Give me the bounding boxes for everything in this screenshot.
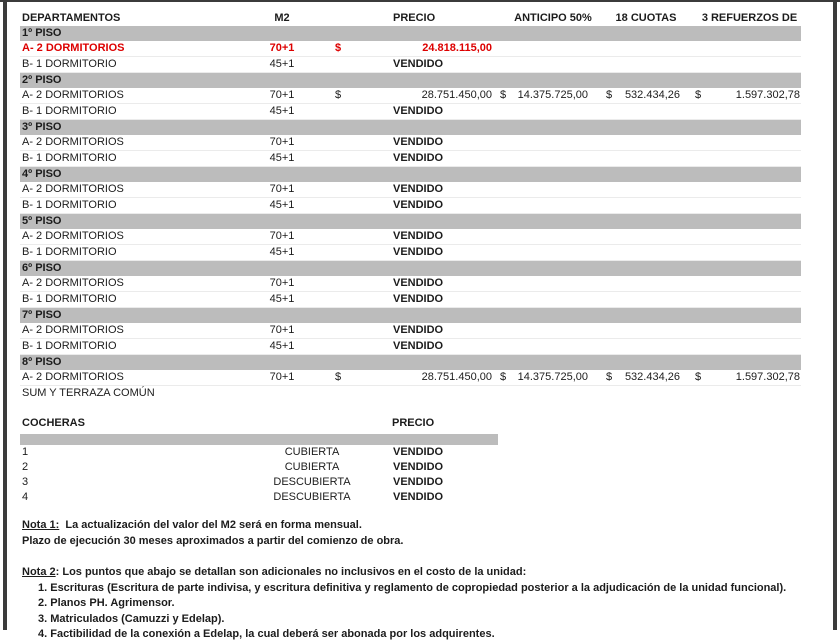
floor-band-row xyxy=(20,120,801,136)
currency-symbol xyxy=(312,292,348,308)
unit-name-cell: A- 2 DORMITORIOS xyxy=(20,41,252,57)
unit-m2-cell: 70+1 xyxy=(252,135,312,151)
cochera-type-cell: DESCUBIERTA xyxy=(273,491,351,503)
floor-band-row xyxy=(20,355,801,371)
cocheras-band xyxy=(20,433,498,446)
currency-symbol xyxy=(592,104,608,120)
currency-symbol xyxy=(592,245,608,261)
anticipo-cell xyxy=(514,339,592,355)
cochera-type-cell: CUBIERTA xyxy=(284,446,340,458)
anticipo-cell xyxy=(514,323,592,339)
unit-row xyxy=(20,41,801,57)
unit-m2-cell: 70+1 xyxy=(252,229,312,245)
currency-symbol xyxy=(684,151,698,167)
currency-symbol xyxy=(312,339,348,355)
unit-row xyxy=(20,245,801,261)
status-cell: VENDIDO xyxy=(348,57,496,73)
currency-symbol xyxy=(684,182,698,198)
unit-row xyxy=(20,198,801,214)
header-spacer xyxy=(496,11,514,26)
floor-band-label: 3º PISO xyxy=(20,120,801,136)
unit-row xyxy=(20,135,801,151)
cuotas-cell xyxy=(608,41,684,57)
refuerzos-cell xyxy=(698,245,801,261)
currency-symbol xyxy=(312,57,348,73)
currency-symbol: $ xyxy=(684,88,698,104)
cochera-type-cell: CUBIERTA xyxy=(284,461,340,473)
currency-symbol: $ xyxy=(312,88,348,104)
cuotas-cell xyxy=(608,276,684,292)
cuotas-cell xyxy=(608,198,684,214)
header-departamentos: DEPARTAMENTOS xyxy=(22,12,121,24)
currency-symbol xyxy=(684,41,698,57)
note-item: 2. Planos PH. Agrimensor. xyxy=(38,597,175,609)
refuerzos-cell xyxy=(698,182,801,198)
page-top-border xyxy=(0,0,840,2)
currency-symbol xyxy=(496,135,514,151)
cochera-number-cell: 1 xyxy=(22,446,29,458)
unit-name-cell: A- 2 DORMITORIOS xyxy=(20,276,252,292)
unit-m2-cell: 70+1 xyxy=(252,370,312,386)
price-cell: 28.751.450,00 xyxy=(348,370,496,386)
unit-row xyxy=(20,229,801,245)
refuerzos-cell xyxy=(698,104,801,120)
unit-row xyxy=(20,182,801,198)
currency-symbol xyxy=(496,292,514,308)
header-refuerzos: 3 REFUERZOS DE xyxy=(701,12,798,24)
unit-name-cell: A- 2 DORMITORIOS xyxy=(20,88,252,104)
unit-name-cell: B- 1 DORMITORIO xyxy=(20,339,252,355)
cocheras-header-row xyxy=(20,416,498,433)
currency-symbol xyxy=(496,323,514,339)
cochera-status-cell: VENDIDO xyxy=(393,476,444,488)
unit-name-cell: A- 2 DORMITORIOS xyxy=(20,323,252,339)
refuerzos-cell xyxy=(698,323,801,339)
currency-symbol xyxy=(592,276,608,292)
unit-name-cell: B- 1 DORMITORIO xyxy=(20,57,252,73)
cochera-number-cell: 4 xyxy=(22,491,29,503)
currency-symbol: $ xyxy=(312,41,348,57)
unit-name-cell: B- 1 DORMITORIO xyxy=(20,245,252,261)
currency-symbol xyxy=(684,323,698,339)
currency-symbol xyxy=(684,276,698,292)
currency-symbol xyxy=(312,135,348,151)
currency-symbol xyxy=(684,57,698,73)
floor-band-row xyxy=(20,308,801,324)
note-item: 4. Factibilidad de la conexión a Edelap, la cual deberá ser abonada por los adquirentes. xyxy=(38,628,495,640)
unit-name-cell: A- 2 DORMITORIOS xyxy=(20,370,252,386)
anticipo-cell xyxy=(514,292,592,308)
unit-m2-cell: 70+1 xyxy=(252,41,312,57)
cochera-row xyxy=(20,445,498,460)
currency-symbol xyxy=(684,198,698,214)
sum-terraza-label: SUM Y TERRAZA COMÚN xyxy=(22,387,155,399)
unit-row xyxy=(20,292,801,308)
currency-symbol xyxy=(312,229,348,245)
unit-name-cell: B- 1 DORMITORIO xyxy=(20,198,252,214)
anticipo-cell: 14.375.725,00 xyxy=(514,370,592,386)
unit-m2-cell: 45+1 xyxy=(252,198,312,214)
refuerzos-cell xyxy=(698,276,801,292)
unit-row xyxy=(20,323,801,339)
currency-symbol xyxy=(312,276,348,292)
refuerzos-cell xyxy=(698,57,801,73)
unit-m2-cell: 70+1 xyxy=(252,323,312,339)
currency-symbol xyxy=(684,104,698,120)
header-m2: M2 xyxy=(274,12,290,24)
cochera-status-cell: VENDIDO xyxy=(393,491,444,503)
cochera-type-cell: DESCUBIERTA xyxy=(273,476,351,488)
status-cell: VENDIDO xyxy=(348,339,496,355)
currency-symbol xyxy=(592,339,608,355)
floor-band-row xyxy=(20,261,801,277)
cocheras-table xyxy=(20,416,498,505)
table-header-row xyxy=(20,11,801,26)
cuotas-cell xyxy=(608,151,684,167)
header-precio: PRECIO xyxy=(393,12,436,24)
refuerzos-cell xyxy=(698,339,801,355)
departamentos-table xyxy=(20,11,801,401)
note-item: 3. Matriculados (Camuzzi y Edelap). xyxy=(38,612,225,625)
currency-symbol xyxy=(496,104,514,120)
cuotas-cell xyxy=(608,229,684,245)
currency-symbol xyxy=(496,339,514,355)
currency-symbol xyxy=(592,135,608,151)
currency-symbol xyxy=(496,276,514,292)
unit-m2-cell: 45+1 xyxy=(252,151,312,167)
refuerzos-cell xyxy=(698,41,801,57)
currency-symbol xyxy=(592,57,608,73)
currency-symbol: $ xyxy=(312,370,348,386)
unit-row xyxy=(20,370,801,386)
currency-symbol: $ xyxy=(684,370,698,386)
currency-symbol xyxy=(312,198,348,214)
header-cocheras: COCHERAS xyxy=(22,417,85,429)
unit-m2-cell: 70+1 xyxy=(252,88,312,104)
floor-band-row xyxy=(20,167,801,183)
currency-symbol xyxy=(592,151,608,167)
currency-symbol xyxy=(496,41,514,57)
anticipo-cell xyxy=(514,135,592,151)
cochera-status-cell: VENDIDO xyxy=(393,461,444,473)
cuotas-cell xyxy=(608,339,684,355)
status-cell: VENDIDO xyxy=(348,151,496,167)
unit-m2-cell: 45+1 xyxy=(252,292,312,308)
currency-symbol: $ xyxy=(592,88,608,104)
currency-symbol: $ xyxy=(496,88,514,104)
cuotas-cell xyxy=(608,323,684,339)
floor-band-label: 5º PISO xyxy=(20,214,801,230)
anticipo-cell xyxy=(514,151,592,167)
page-left-border xyxy=(3,0,7,630)
notes-section xyxy=(22,518,822,643)
currency-symbol xyxy=(592,182,608,198)
anticipo-cell xyxy=(514,245,592,261)
header-spacer xyxy=(312,11,348,26)
floor-band-row xyxy=(20,214,801,230)
cuotas-cell xyxy=(608,104,684,120)
main-table-body xyxy=(20,26,801,401)
cuotas-cell: 532.434,26 xyxy=(608,88,684,104)
cuotas-cell xyxy=(608,292,684,308)
floor-band-row xyxy=(20,73,801,89)
refuerzos-cell xyxy=(698,229,801,245)
note-2 xyxy=(22,565,822,581)
currency-symbol xyxy=(496,198,514,214)
currency-symbol xyxy=(592,41,608,57)
header-spacer xyxy=(232,416,392,433)
refuerzos-cell: 1.597.302,78 xyxy=(698,88,801,104)
status-cell: VENDIDO xyxy=(348,198,496,214)
header-spacer xyxy=(684,11,698,26)
header-cocheras-precio: PRECIO xyxy=(392,417,435,429)
unit-m2-cell: 45+1 xyxy=(252,104,312,120)
anticipo-cell xyxy=(514,198,592,214)
floor-band-label: 8º PISO xyxy=(20,355,801,371)
unit-row xyxy=(20,104,801,120)
unit-row xyxy=(20,151,801,167)
unit-name-cell: A- 2 DORMITORIOS xyxy=(20,229,252,245)
header-cuotas: 18 CUOTAS xyxy=(615,12,677,24)
cocheras-table-body xyxy=(20,445,498,505)
currency-symbol xyxy=(496,245,514,261)
currency-symbol xyxy=(592,229,608,245)
unit-name-cell: B- 1 DORMITORIO xyxy=(20,292,252,308)
refuerzos-cell xyxy=(698,151,801,167)
status-cell: VENDIDO xyxy=(348,276,496,292)
header-anticipo: ANTICIPO 50% xyxy=(514,12,592,24)
currency-symbol xyxy=(312,323,348,339)
currency-symbol xyxy=(684,245,698,261)
cochera-row xyxy=(20,490,498,505)
status-cell: VENDIDO xyxy=(348,229,496,245)
currency-symbol: $ xyxy=(592,370,608,386)
note-1-text: La actualización del valor del M2 será en forma mensual. xyxy=(65,519,362,531)
cocheras-band-row xyxy=(20,433,498,446)
currency-symbol xyxy=(496,182,514,198)
refuerzos-cell xyxy=(698,198,801,214)
floor-band-label: 6º PISO xyxy=(20,261,801,277)
unit-m2-cell: 45+1 xyxy=(252,339,312,355)
unit-name-cell: B- 1 DORMITORIO xyxy=(20,151,252,167)
unit-name-cell: B- 1 DORMITORIO xyxy=(20,104,252,120)
cuotas-cell xyxy=(608,182,684,198)
unit-row xyxy=(20,276,801,292)
note-2-text: : Los puntos que abajo se detallan son adicionales no inclusivos en el costo de la unidad: xyxy=(55,566,527,578)
cochera-number-cell: 3 xyxy=(22,476,29,488)
currency-symbol: $ xyxy=(496,370,514,386)
cuotas-cell xyxy=(608,245,684,261)
currency-symbol xyxy=(592,198,608,214)
currency-symbol xyxy=(684,229,698,245)
note-1-label: Nota 1: xyxy=(22,519,60,531)
status-cell: VENDIDO xyxy=(348,323,496,339)
currency-symbol xyxy=(684,292,698,308)
currency-symbol xyxy=(312,104,348,120)
note-1-line-2: Plazo de ejecución 30 meses aproximados a partir del comienzo de obra. xyxy=(22,534,404,547)
unit-name-cell: A- 2 DORMITORIOS xyxy=(20,182,252,198)
note-item: 1. Escrituras (Escritura de parte indivisa, y escritura definitiva y reglamento de copropiedad posterior a la adjudicación de la unidad funcional). xyxy=(38,581,787,594)
cochera-status-cell: VENDIDO xyxy=(393,446,444,458)
note-2-label: Nota 2 xyxy=(22,566,56,578)
floor-band-label: 2º PISO xyxy=(20,73,801,89)
currency-symbol xyxy=(592,323,608,339)
unit-m2-cell: 70+1 xyxy=(252,182,312,198)
refuerzos-cell: 1.597.302,78 xyxy=(698,370,801,386)
currency-symbol xyxy=(684,339,698,355)
currency-symbol xyxy=(496,229,514,245)
cochera-row xyxy=(20,460,498,475)
header-spacer xyxy=(592,11,608,26)
unit-row xyxy=(20,57,801,73)
price-cell: 28.751.450,00 xyxy=(348,88,496,104)
refuerzos-cell xyxy=(698,135,801,151)
cuotas-cell: 532.434,26 xyxy=(608,370,684,386)
anticipo-cell xyxy=(514,182,592,198)
price-cell: 24.818.115,00 xyxy=(348,41,496,57)
unit-row xyxy=(20,88,801,104)
currency-symbol xyxy=(592,292,608,308)
floor-band-label: 4º PISO xyxy=(20,167,801,183)
anticipo-cell xyxy=(514,57,592,73)
note-1 xyxy=(22,518,822,534)
unit-m2-cell: 45+1 xyxy=(252,57,312,73)
refuerzos-cell xyxy=(698,292,801,308)
anticipo-cell: 14.375.725,00 xyxy=(514,88,592,104)
floor-band-row xyxy=(20,26,801,41)
currency-symbol xyxy=(312,182,348,198)
floor-band-label: 1º PISO xyxy=(20,26,801,41)
currency-symbol xyxy=(312,151,348,167)
status-cell: VENDIDO xyxy=(348,182,496,198)
anticipo-cell xyxy=(514,104,592,120)
sum-terraza-row xyxy=(20,386,801,402)
anticipo-cell xyxy=(514,276,592,292)
status-cell: VENDIDO xyxy=(348,135,496,151)
cochera-row xyxy=(20,475,498,490)
unit-m2-cell: 45+1 xyxy=(252,245,312,261)
status-cell: VENDIDO xyxy=(348,292,496,308)
floor-band-label: 7º PISO xyxy=(20,308,801,324)
note-items xyxy=(22,581,822,643)
status-cell: VENDIDO xyxy=(348,245,496,261)
unit-row xyxy=(20,339,801,355)
anticipo-cell xyxy=(514,229,592,245)
unit-name-cell: A- 2 DORMITORIOS xyxy=(20,135,252,151)
cuotas-cell xyxy=(608,135,684,151)
currency-symbol xyxy=(496,151,514,167)
status-cell: VENDIDO xyxy=(348,104,496,120)
cuotas-cell xyxy=(608,57,684,73)
currency-symbol xyxy=(496,57,514,73)
cochera-number-cell: 2 xyxy=(22,461,29,473)
currency-symbol xyxy=(312,245,348,261)
anticipo-cell xyxy=(514,41,592,57)
page-right-border xyxy=(833,0,837,630)
unit-m2-cell: 70+1 xyxy=(252,276,312,292)
currency-symbol xyxy=(684,135,698,151)
